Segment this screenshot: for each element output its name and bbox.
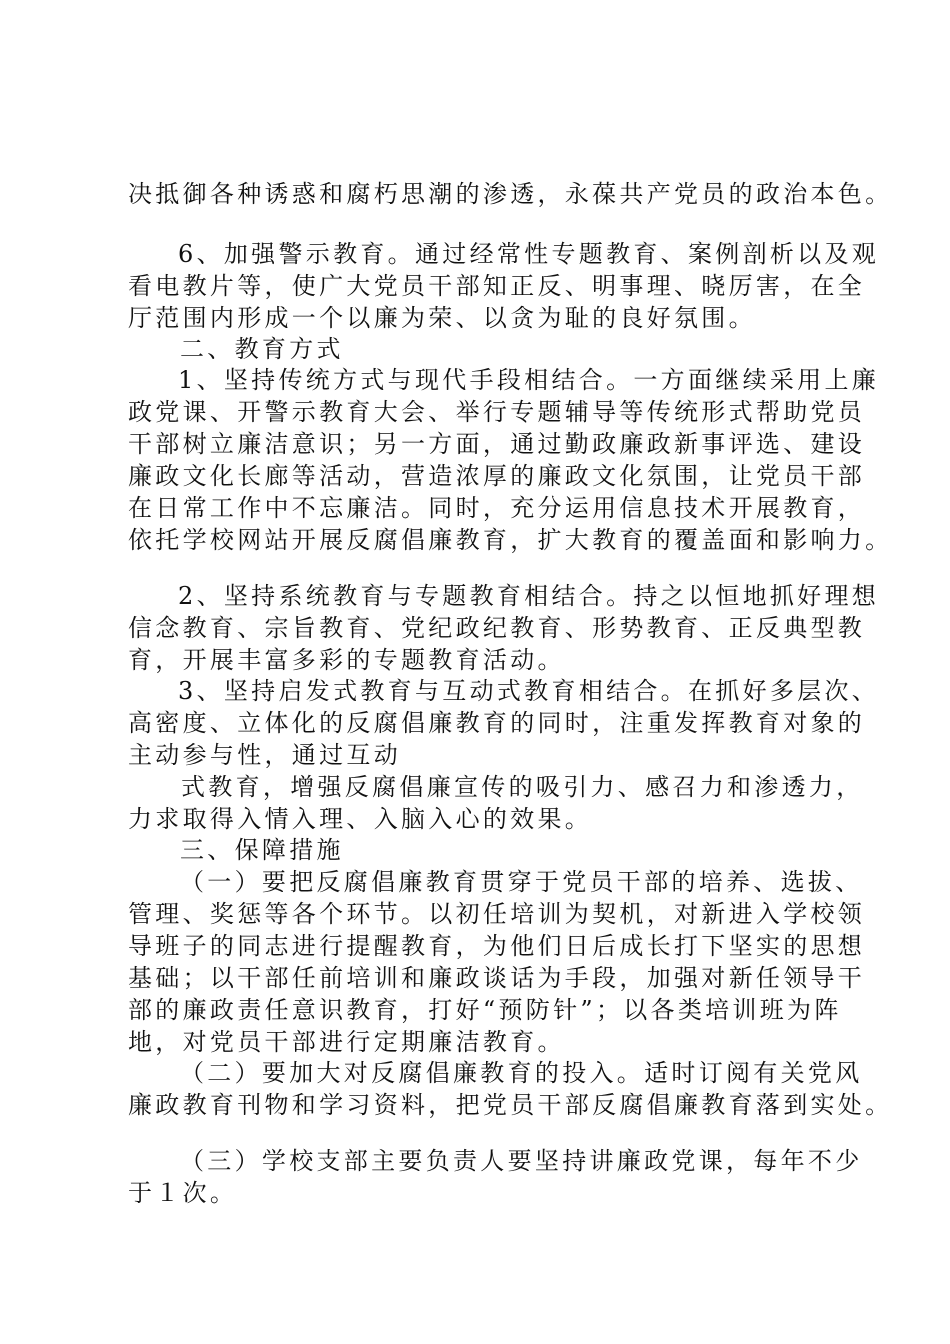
paragraph-line: 式教育，增强反腐倡廉宣传的吸引力、感召力和渗透力， bbox=[181, 773, 864, 801]
paragraph-line: 厅范围内形成一个以廉为荣、以贪为耻的良好氛围。 bbox=[128, 304, 756, 332]
paragraph-line: 廉政文化长廊等活动，营造浓厚的廉政文化氛围，让党员干部 bbox=[128, 462, 866, 490]
paragraph-line: 管理、奖惩等各个环节。以初任培训为契机，对新进入学校领 bbox=[128, 900, 866, 928]
paragraph-line: 依托学校网站开展反腐倡廉教育，扩大教育的覆盖面和影响力。 bbox=[128, 526, 893, 554]
paragraph-line: 主动参与性，通过互动 bbox=[128, 741, 401, 769]
paragraph-line: 干部树立廉洁意识；另一方面，通过勤政廉政新事评选、建设 bbox=[128, 430, 866, 458]
paragraph-line: （三）学校支部主要负责人要坚持讲廉政党课，每年不少 bbox=[180, 1147, 863, 1175]
paragraph-line: 廉政教育刊物和学习资料，把党员干部反腐倡廉教育落到实处。 bbox=[128, 1091, 893, 1119]
paragraph-line: 在日常工作中不忘廉洁。同时，充分运用信息技术开展教育， bbox=[128, 494, 866, 522]
paragraph-line: 6、加强警示教育。通过经常性专题教育、案例剖析以及观 bbox=[178, 240, 880, 268]
paragraph-line: （一）要把反腐倡廉教育贯穿于党员干部的培养、选拔、 bbox=[180, 868, 863, 896]
paragraph-line: 政党课、开警示教育大会、举行专题辅导等传统形式帮助党员 bbox=[128, 398, 866, 426]
paragraph-line: 3、坚持启发式教育与互动式教育相结合。在抓好多层次、 bbox=[178, 677, 880, 705]
paragraph-line: 力求取得入情入理、入脑入心的效果。 bbox=[128, 805, 593, 833]
paragraph-line: 决抵御各种诱惑和腐朽思潮的渗透，永葆共产党员的政治本色。 bbox=[128, 180, 893, 208]
paragraph-line: （二）要加大对反腐倡廉教育的投入。适时订阅有关党风 bbox=[180, 1059, 863, 1087]
paragraph-line: 2、坚持系统教育与专题教育相结合。持之以恒地抓好理想 bbox=[178, 582, 880, 610]
paragraph-line: 导班子的同志进行提醒教育，为他们日后成长打下坚实的思想 bbox=[128, 932, 866, 960]
paragraph-line: 基础；以干部任前培训和廉政谈话为手段，加强对新任领导干 bbox=[128, 964, 866, 992]
paragraph-line: 看电教片等，使广大党员干部知正反、明事理、晓厉害，在全 bbox=[128, 272, 866, 300]
section-heading: 二、教育方式 bbox=[180, 335, 344, 363]
paragraph-line: 1、坚持传统方式与现代手段相结合。一方面继续采用上廉 bbox=[178, 366, 880, 394]
paragraph-line: 地，对党员干部进行定期廉洁教育。 bbox=[128, 1028, 565, 1056]
paragraph-line: 于１次。 bbox=[128, 1179, 238, 1207]
section-heading: 三、保障措施 bbox=[180, 836, 344, 864]
paragraph-line: 育，开展丰富多彩的专题教育活动。 bbox=[128, 646, 565, 674]
paragraph-line: 高密度、立体化的反腐倡廉教育的同时，注重发挥教育对象的 bbox=[128, 709, 866, 737]
paragraph-line: 信念教育、宗旨教育、党纪政纪教育、形势教育、正反典型教 bbox=[128, 614, 866, 642]
paragraph-line: 部的廉政责任意识教育，打好“预防针”；以各类培训班为阵 bbox=[128, 996, 842, 1024]
